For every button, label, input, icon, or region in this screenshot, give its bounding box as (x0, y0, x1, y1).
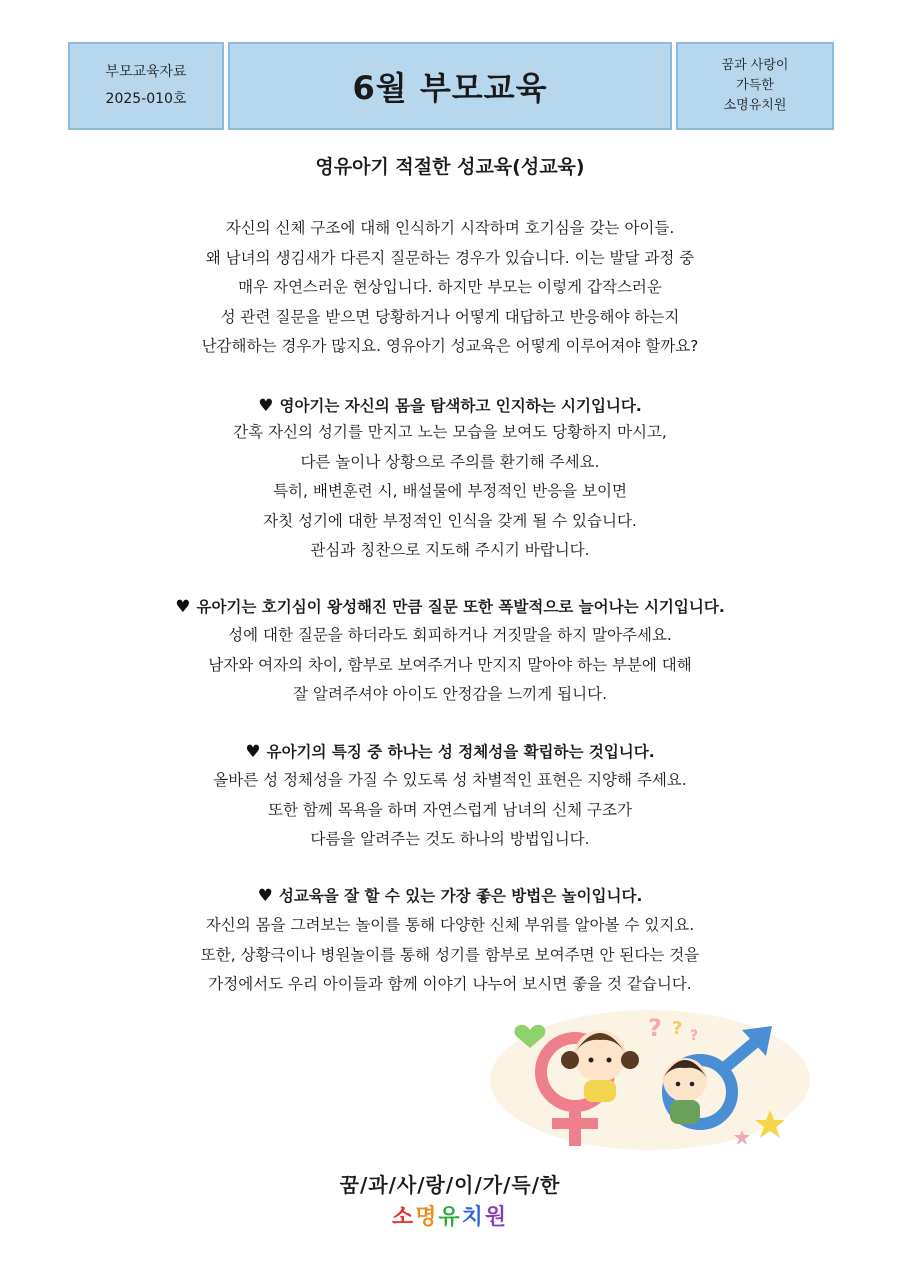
section-heading-3 (0, 740, 900, 764)
body-line: 잘 알려주셔야 아이도 안정감을 느끼게 됩니다. (292, 685, 608, 703)
question-mark-icon: ? (672, 1018, 683, 1039)
body-line: 남자와 여자의 차이, 함부로 보여주거나 만지지 말아야 하는 부분에 대해 (208, 655, 692, 674)
doc-label: 부모교육자료 (105, 64, 187, 80)
body-line: 가정에서도 우리 아이들과 함께 이야기 나누어 보시면 좋을 것 같습니다. (208, 975, 692, 993)
document-number-box (68, 42, 224, 130)
body-line: 올바른 성 정체성을 가질 수 있도록 성 차별적인 표현은 지양해 주세요. (213, 771, 687, 789)
intro-paragraph (0, 214, 900, 362)
body-line: 또한 함께 목욕을 하며 자연스럽게 남녀의 신체 구조가 (268, 800, 632, 819)
doc-number: 2025-010호 (105, 91, 187, 107)
kindergarten-char: 치 (461, 1205, 485, 1230)
children-gender-illustration (480, 1000, 810, 1150)
section-heading-4 (0, 884, 900, 908)
section-body-1 (0, 418, 900, 566)
intro-line: 매우 자연스러운 현상입니다. 하지만 부모는 이렇게 갑작스러운 (238, 278, 662, 296)
body-line: 성에 대한 질문을 하더라도 회피하거나 거짓말을 하지 말아주세요. (228, 626, 672, 644)
school-line-1: 꿈과 사랑이 (721, 58, 789, 73)
section-body-4 (0, 911, 900, 1000)
title-box (228, 42, 672, 130)
heading-text: 유아기는 호기심이 왕성해진 만큼 질문 또한 폭발적으로 늘어나는 시기입니다. (196, 598, 725, 616)
school-box (676, 42, 834, 130)
body-line: 다른 놀이나 상황으로 주의를 환기해 주세요. (300, 452, 600, 471)
intro-line: 난감해하는 경우가 많지요. 영유아기 성교육은 어떻게 이루어져야 할까요? (201, 337, 699, 355)
kindergarten-char: 원 (484, 1205, 509, 1230)
section-body-3 (0, 766, 900, 855)
boy-eye (690, 1082, 695, 1087)
girl-body (584, 1080, 616, 1102)
heading-text: 성교육을 잘 할 수 있는 가장 좋은 방법은 놀이입니다. (278, 887, 643, 905)
girl-pigtail (561, 1051, 579, 1069)
body-line: 다름을 알려주는 것도 하나의 방법입니다. (310, 830, 590, 848)
intro-line: 자신의 신체 구조에 대해 인식하기 시작하며 호기심을 갖는 아이들. (225, 219, 675, 237)
body-line: 자칫 성기에 대한 부정적인 인식을 갖게 될 수 있습니다. (263, 511, 637, 530)
girl-eye (607, 1058, 612, 1063)
kindergarten-char: 소 (391, 1205, 416, 1230)
body-line: 자신의 몸을 그려보는 놀이를 통해 다양한 신체 부위를 알아볼 수 있지요. (205, 916, 695, 934)
footer (0, 1168, 900, 1234)
girl-pigtail (621, 1051, 639, 1069)
kindergarten-char: 유 (438, 1205, 462, 1230)
question-mark-icon: ? (648, 1014, 662, 1042)
intro-line: 왜 남녀의 생김새가 다른지 질문하는 경우가 있습니다. 이는 발달 과정 중 (205, 248, 695, 267)
boy-eye (676, 1082, 681, 1087)
heart-icon: ♥ (175, 597, 191, 617)
section-heading-2 (0, 595, 900, 619)
kindergarten-char: 명 (415, 1205, 439, 1230)
heart-icon: ♥ (245, 742, 261, 762)
school-line-2: 가득한 (736, 78, 774, 93)
main-title: 영유아기 적절한 성교육(성교육) (315, 156, 585, 178)
heading-text: 영아기는 자신의 몸을 탐색하고 인지하는 시기입니다. (279, 397, 642, 415)
female-symbol-cross (552, 1118, 598, 1129)
boy-body (670, 1100, 700, 1124)
body-line: 간혹 자신의 성기를 만지고 노는 모습을 보여도 당황하지 마시고, (233, 423, 667, 441)
girl-eye (589, 1058, 594, 1063)
heading-text: 유아기의 특징 중 하나는 성 정체성을 확립하는 것입니다. (266, 743, 655, 761)
body-line: 관심과 칭찬으로 지도해 주시기 바랍니다. (310, 541, 590, 559)
heart-icon: ♥ (258, 396, 274, 416)
question-mark-icon: ? (690, 1028, 699, 1044)
body-line: 특히, 배변훈련 시, 배설물에 부정적인 반응을 보이면 (273, 482, 627, 500)
school-line-3: 소명유치원 (723, 98, 787, 113)
body-line: 또한, 상황극이나 병원놀이를 통해 성기를 함부로 보여주면 안 된다는 것을 (200, 945, 700, 964)
header (68, 42, 834, 130)
section-body-2 (0, 621, 900, 710)
heart-icon: ♥ (257, 886, 273, 906)
page-title: 6월 부모교육 (352, 69, 548, 107)
footer-slogan: 꿈/과/사/랑/이/가/득/한 (339, 1173, 561, 1197)
section-heading-1 (0, 394, 900, 418)
kindergarten-name (0, 1202, 900, 1234)
intro-line: 성 관련 질문을 받으면 당황하거나 어떻게 대답하고 반응해야 하는지 (220, 307, 680, 326)
